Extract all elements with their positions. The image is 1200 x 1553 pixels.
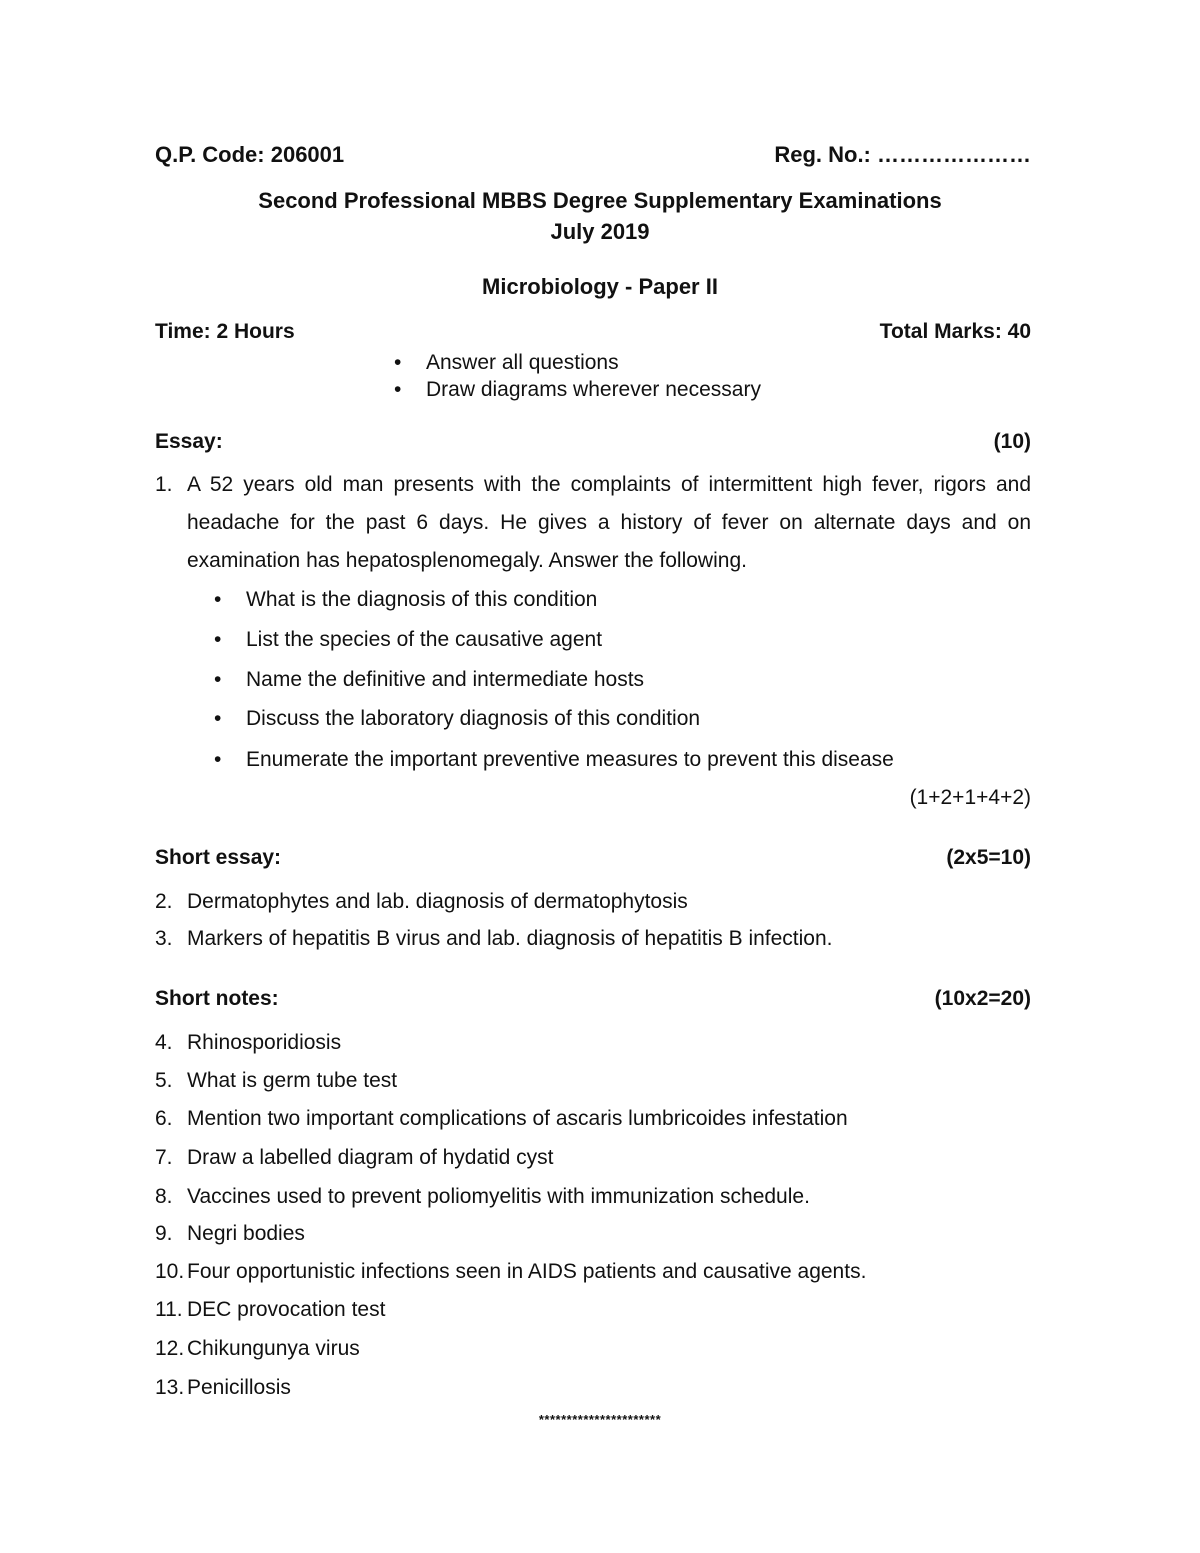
question-number: 3. <box>155 927 173 950</box>
subpoint: List the species of the causative agent <box>246 628 603 651</box>
exam-date: July 2019 <box>550 219 650 244</box>
question-number: 5. <box>155 1069 173 1092</box>
question-number: 8. <box>155 1185 173 1208</box>
reg-no: Reg. No.: ………………… <box>774 142 1031 167</box>
short-notes-heading: Short notes: <box>155 987 279 1010</box>
question-number: 12. <box>155 1337 185 1360</box>
question-text: Four opportunistic infections seen in AIDS patients and causative agents. <box>187 1260 867 1283</box>
question-number: 10. <box>155 1260 185 1283</box>
essay-marks: (10) <box>993 430 1031 453</box>
short-notes-marks: (10x2=20) <box>934 987 1031 1010</box>
bullet-icon: • <box>214 668 222 691</box>
question-number: 11. <box>155 1298 183 1321</box>
short-essay-marks: (2x5=10) <box>946 846 1031 869</box>
question-text: Draw a labelled diagram of hydatid cyst <box>187 1146 554 1169</box>
question-text: Mention two important complications of ascaris lumbricoides infestation <box>187 1107 848 1130</box>
question-1-text <box>187 466 1031 580</box>
instruction-item: Answer all questions <box>426 351 619 374</box>
short-essay-heading-row <box>155 846 1031 870</box>
question-number: 1. <box>155 473 173 496</box>
time-label: Time: 2 Hours <box>155 320 295 343</box>
bullet-icon: • <box>214 628 222 651</box>
qp-code: Q.P. Code: 206001 <box>155 142 345 167</box>
time-marks-row <box>155 320 1031 344</box>
essay-heading: Essay: <box>155 430 223 453</box>
exam-title: Second Professional MBBS Degree Supplementary Examinations <box>258 188 942 213</box>
question-text: Dermatophytes and lab. diagnosis of dermatophytosis <box>187 890 688 913</box>
bullet-icon: • <box>214 588 222 611</box>
question-text: Rhinosporidiosis <box>187 1031 342 1054</box>
question-number: 13. <box>155 1376 185 1399</box>
question-line: headache for the past 6 days. He gives a history of fever on alternate days and on <box>187 511 1031 534</box>
total-marks-label: Total Marks: 40 <box>879 320 1031 343</box>
marks-split: (1+2+1+4+2) <box>909 786 1031 809</box>
question-number: 2. <box>155 890 173 913</box>
question-text: Negri bodies <box>187 1222 305 1245</box>
subpoint: Enumerate the important preventive measures to prevent this disease <box>246 748 894 771</box>
short-notes-heading-row <box>155 987 1031 1011</box>
question-text: Markers of hepatitis B virus and lab. diagnosis of hepatitis B infection. <box>187 927 833 950</box>
question-number: 4. <box>155 1031 173 1054</box>
essay-heading-row <box>155 430 1031 454</box>
short-essay-heading: Short essay: <box>155 846 282 869</box>
question-text: DEC provocation test <box>187 1298 386 1321</box>
subpoint: Discuss the laboratory diagnosis of this condition <box>246 707 701 730</box>
question-number: 9. <box>155 1222 173 1245</box>
question-text: Vaccines used to prevent poliomyelitis with immunization schedule. <box>187 1185 810 1208</box>
bullet-icon: • <box>394 351 402 374</box>
question-line: A 52 years old man presents with the complaints of intermittent high fever, rigors and <box>187 473 1031 496</box>
bullet-icon: • <box>214 707 222 730</box>
question-text: Penicillosis <box>187 1376 291 1399</box>
question-number: 6. <box>155 1107 173 1130</box>
bullet-icon: • <box>394 378 402 401</box>
subject-title: Microbiology - Paper II <box>482 274 718 299</box>
question-number: 7. <box>155 1146 173 1169</box>
subpoint: Name the definitive and intermediate hosts <box>246 668 645 691</box>
end-marker: ********************** <box>538 1412 662 1427</box>
subpoint: What is the diagnosis of this condition <box>246 588 598 611</box>
question-text: What is germ tube test <box>187 1069 398 1092</box>
question-text: Chikungunya virus <box>187 1337 360 1360</box>
bullet-icon: • <box>214 748 222 771</box>
question-line: examination has hepatosplenomegaly. Answer the following. <box>187 549 747 572</box>
instruction-item: Draw diagrams wherever necessary <box>426 378 761 401</box>
